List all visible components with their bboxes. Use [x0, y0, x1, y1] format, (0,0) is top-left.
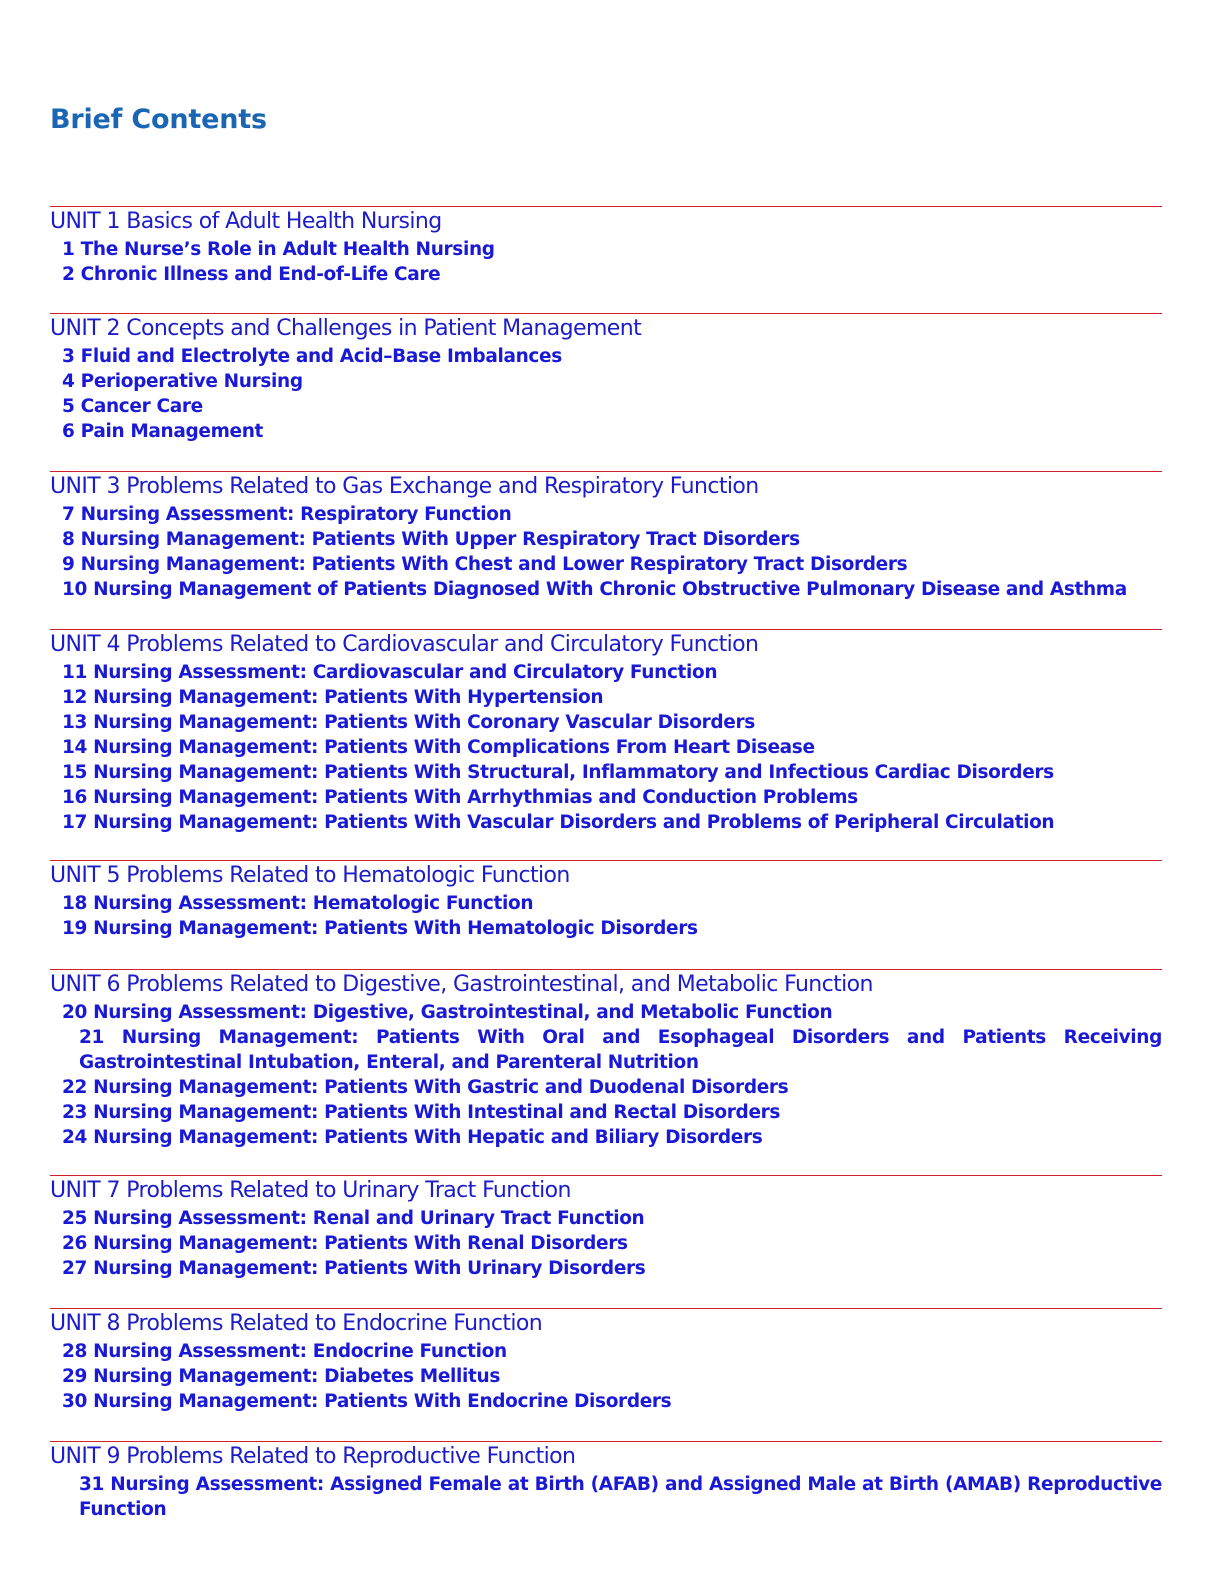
- unit-heading[interactable]: UNIT 9 Problems Related to Reproductive Function: [50, 1444, 576, 1469]
- chapter-list: [50, 891, 1162, 941]
- chapter-link[interactable]: 5 Cancer Care: [62, 396, 203, 417]
- unit-section-4: [50, 629, 1162, 835]
- chapter-list: [50, 1472, 1162, 1522]
- chapter-list: [50, 237, 1162, 287]
- unit-heading[interactable]: UNIT 3 Problems Related to Gas Exchange and Respiratory Function: [50, 474, 759, 499]
- unit-heading[interactable]: UNIT 5 Problems Related to Hematologic Function: [50, 863, 570, 888]
- chapter-link[interactable]: 18 Nursing Assessment: Hematologic Function: [62, 893, 534, 914]
- chapter-link[interactable]: 15 Nursing Management: Patients With Structural, Inflammatory and Infectious Cardiac Disorders: [62, 762, 1054, 783]
- chapter-link[interactable]: 16 Nursing Management: Patients With Arrhythmias and Conduction Problems: [62, 787, 858, 808]
- chapter-list: [50, 660, 1162, 835]
- chapter-link[interactable]: 19 Nursing Management: Patients With Hematologic Disorders: [62, 918, 698, 939]
- chapter-link[interactable]: 2 Chronic Illness and End-of-Life Care: [62, 264, 441, 285]
- chapter-link[interactable]: 8 Nursing Management: Patients With Upper Respiratory Tract Disorders: [62, 529, 800, 550]
- unit-section-1: [50, 206, 1162, 287]
- chapter-link[interactable]: 21 Nursing Management: Patients With Oral and Esophageal Disorders and Patients Receiving Gastrointestinal Intubation, Enteral, and Parenteral Nutrition: [79, 1027, 1162, 1073]
- chapter-link[interactable]: 25 Nursing Assessment: Renal and Urinary Tract Function: [62, 1208, 645, 1229]
- chapter-link[interactable]: 17 Nursing Management: Patients With Vascular Disorders and Problems of Peripheral Circulation: [62, 812, 1055, 833]
- chapter-list: [50, 344, 1162, 444]
- chapter-link[interactable]: 31 Nursing Assessment: Assigned Female at Birth (AFAB) and Assigned Male at Birth (AMAB) Reproductive Function: [79, 1474, 1162, 1520]
- unit-section-7: [50, 1175, 1162, 1281]
- unit-section-8: [50, 1308, 1162, 1414]
- chapter-link[interactable]: 6 Pain Management: [62, 421, 264, 442]
- chapter-link[interactable]: 4 Perioperative Nursing: [62, 371, 303, 392]
- unit-section-2: [50, 313, 1162, 444]
- chapter-link[interactable]: 29 Nursing Management: Diabetes Mellitus: [62, 1366, 501, 1387]
- unit-heading[interactable]: UNIT 2 Concepts and Challenges in Patient Management: [50, 316, 642, 341]
- unit-section-5: [50, 860, 1162, 941]
- chapter-link[interactable]: 13 Nursing Management: Patients With Coronary Vascular Disorders: [62, 712, 755, 733]
- chapter-link[interactable]: 20 Nursing Assessment: Digestive, Gastrointestinal, and Metabolic Function: [62, 1002, 833, 1023]
- chapter-link[interactable]: 1 The Nurse’s Role in Adult Health Nursing: [62, 239, 495, 260]
- chapter-list: [50, 502, 1162, 602]
- chapter-link[interactable]: 27 Nursing Management: Patients With Urinary Disorders: [62, 1258, 646, 1279]
- chapter-link[interactable]: 12 Nursing Management: Patients With Hypertension: [62, 687, 604, 708]
- chapter-link[interactable]: 24 Nursing Management: Patients With Hepatic and Biliary Disorders: [62, 1127, 763, 1148]
- unit-section-6: [50, 969, 1162, 1150]
- chapter-link[interactable]: 22 Nursing Management: Patients With Gastric and Duodenal Disorders: [62, 1077, 789, 1098]
- unit-section-9: [50, 1441, 1162, 1522]
- unit-heading[interactable]: UNIT 7 Problems Related to Urinary Tract Function: [50, 1178, 571, 1203]
- unit-heading[interactable]: UNIT 4 Problems Related to Cardiovascular and Circulatory Function: [50, 632, 759, 657]
- unit-heading[interactable]: UNIT 6 Problems Related to Digestive, Gastrointestinal, and Metabolic Function: [50, 972, 873, 997]
- chapter-link[interactable]: 3 Fluid and Electrolyte and Acid–Base Imbalances: [62, 346, 562, 367]
- chapter-link[interactable]: 9 Nursing Management: Patients With Chest and Lower Respiratory Tract Disorders: [62, 554, 908, 575]
- chapter-link[interactable]: 14 Nursing Management: Patients With Complications From Heart Disease: [62, 737, 815, 758]
- chapter-link[interactable]: 10 Nursing Management of Patients Diagnosed With Chronic Obstructive Pulmonary Disease and Asthma: [62, 579, 1127, 600]
- chapter-link[interactable]: 23 Nursing Management: Patients With Intestinal and Rectal Disorders: [62, 1102, 781, 1123]
- chapter-list: [50, 1206, 1162, 1281]
- chapter-link[interactable]: 11 Nursing Assessment: Cardiovascular and Circulatory Function: [62, 662, 718, 683]
- chapter-link[interactable]: 7 Nursing Assessment: Respiratory Function: [62, 504, 512, 525]
- chapter-list: [50, 1339, 1162, 1414]
- page-title: Brief Contents: [50, 104, 267, 135]
- unit-section-3: [50, 471, 1162, 602]
- unit-heading[interactable]: UNIT 1 Basics of Adult Health Nursing: [50, 209, 442, 234]
- unit-heading[interactable]: UNIT 8 Problems Related to Endocrine Function: [50, 1311, 543, 1336]
- chapter-link[interactable]: 30 Nursing Management: Patients With Endocrine Disorders: [62, 1391, 672, 1412]
- chapter-link[interactable]: 28 Nursing Assessment: Endocrine Function: [62, 1341, 507, 1362]
- chapter-link[interactable]: 26 Nursing Management: Patients With Renal Disorders: [62, 1233, 628, 1254]
- chapter-list: [50, 1000, 1162, 1150]
